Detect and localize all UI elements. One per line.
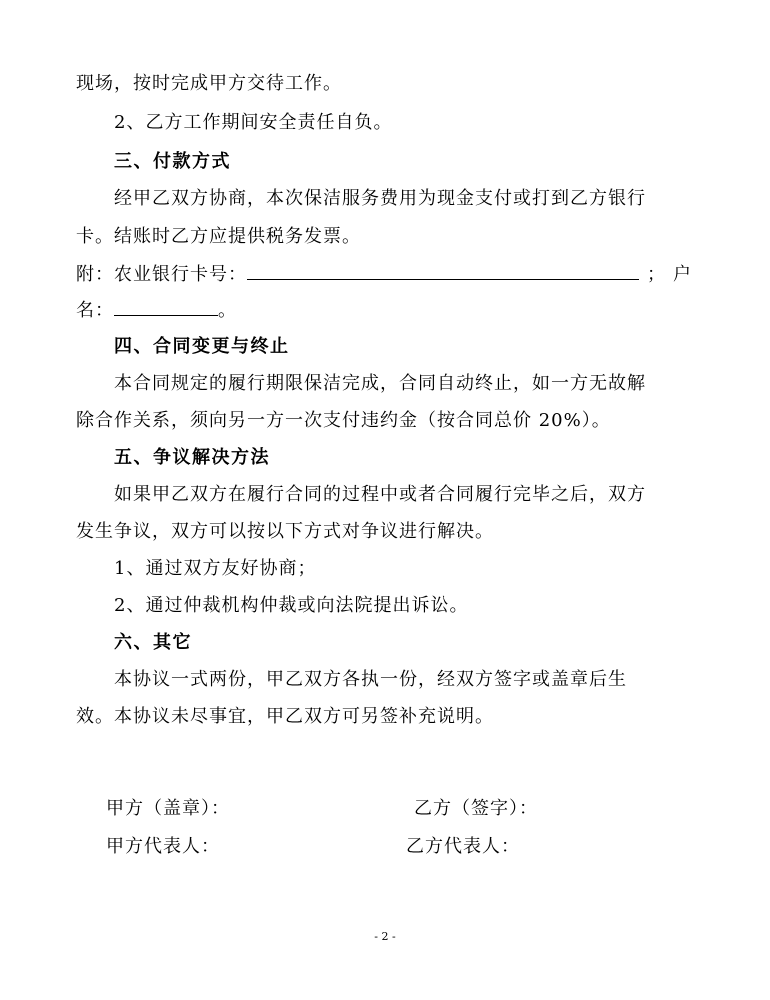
page-number: - 2 - (374, 930, 396, 943)
paragraph-line: 发生争议，双方可以按以下方式对争议进行解决。 (76, 521, 494, 542)
party-b-rep-label: 乙方代表人： (406, 836, 520, 857)
section-heading: 四、合同变更与终止 (114, 336, 290, 357)
paragraph-line: 本合同规定的履行期限保洁完成，合同自动终止，如一方无故解 (114, 373, 646, 394)
section-heading: 六、其它 (114, 632, 192, 653)
paragraph-line: 除合作关系，须向另一方一次支付违约金（按合同总价 20%）。 (76, 410, 611, 431)
paragraph-line: 如果甲乙双方在履行合同的过程中或者合同履行完毕之后，双方 (114, 484, 646, 505)
account-name-line (76, 297, 696, 325)
list-item: 2、乙方工作期间安全责任自负。 (114, 112, 393, 133)
paragraph-line: 现场，按时完成甲方交待工作。 (76, 73, 342, 94)
party-a-seal-label: 甲方（盖章）： (106, 798, 230, 819)
party-a-rep-label: 甲方代表人： (106, 836, 220, 857)
paragraph-line: 本协议一式两份，甲乙双方各执一份，经双方签字或盖章后生 (114, 669, 627, 690)
paragraph-line: 卡。结账时乙方应提供税务发票。 (76, 226, 361, 247)
account-name-label: 名： (76, 300, 114, 321)
bank-account-blank (247, 261, 639, 280)
section-heading: 五、争议解决方法 (114, 447, 270, 468)
account-name-blank (114, 297, 218, 316)
section-heading: 三、付款方式 (114, 151, 231, 172)
paragraph-line: 经甲乙双方协商，本次保洁服务费用为现金支付或打到乙方银行 (114, 188, 646, 209)
paragraph-line: 效。本协议未尽事宜，甲乙双方可另签补充说明。 (76, 706, 494, 727)
bank-account-tail: ；户 (647, 264, 699, 285)
bank-account-label: 附：农业银行卡号： (76, 264, 247, 285)
party-b-sign-label: 乙方（签字）： (414, 798, 538, 819)
account-name-tail: 。 (218, 300, 237, 321)
list-item: 2、通过仲裁机构仲裁或向法院提出诉讼。 (114, 595, 469, 616)
bank-account-line (76, 261, 699, 289)
list-item: 1、通过双方友好协商； (114, 558, 317, 579)
